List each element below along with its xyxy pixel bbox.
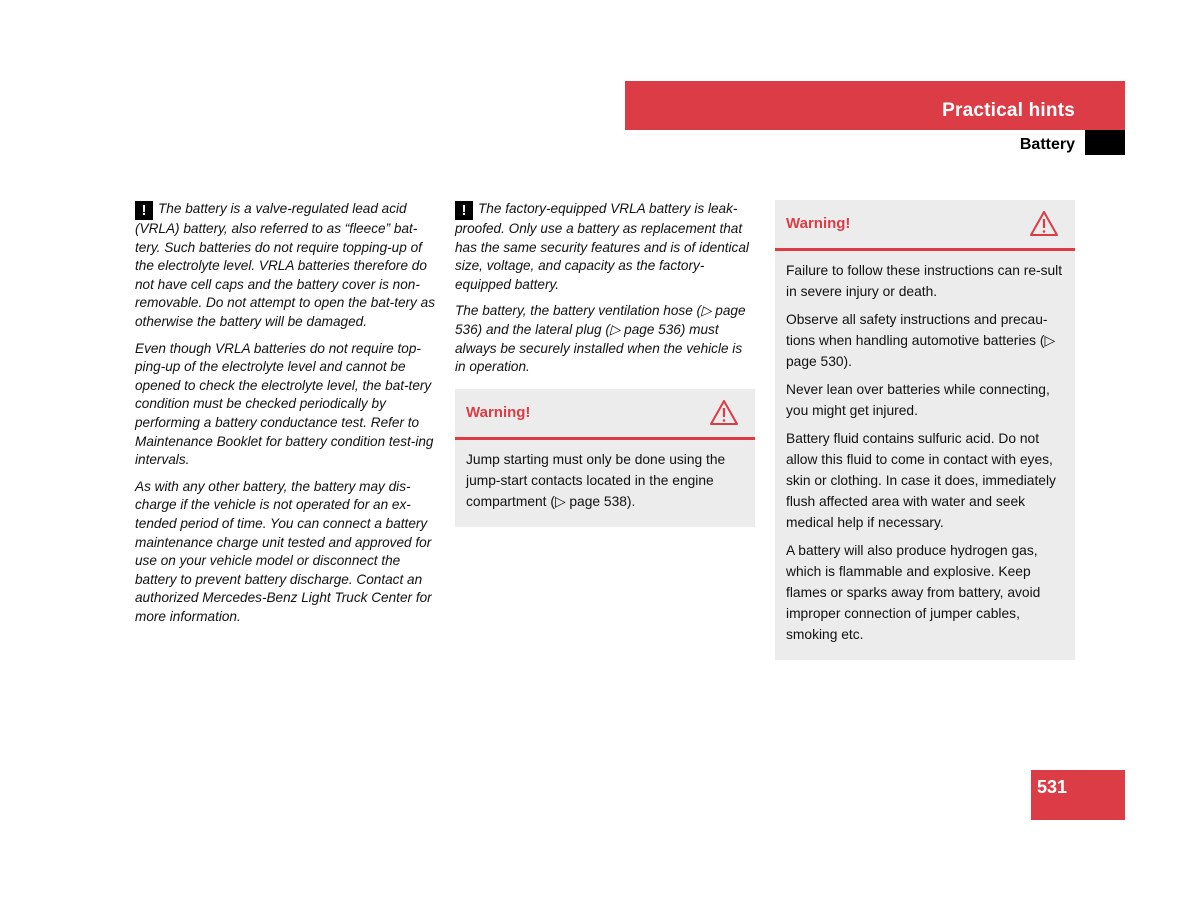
warning-paragraph: Failure to follow these instructions can re-sult in severe injury or death. xyxy=(786,263,1063,299)
warning-triangle-icon xyxy=(709,399,739,426)
column-3 xyxy=(775,200,1075,660)
warning-box xyxy=(455,389,755,527)
warning-paragraph: Never lean over batteries while connecting, you might get injured. xyxy=(786,382,1050,418)
section-marker xyxy=(1085,130,1125,155)
column-2 xyxy=(455,200,755,527)
warning-paragraph: Jump starting must only be done using the jump-start contacts located in the engine compartment (▷ page 538). xyxy=(466,451,726,509)
notice-icon: ! xyxy=(455,201,473,220)
subsection-title: Battery xyxy=(1019,136,1075,153)
paragraph: Even though VRLA batteries do not require top-ping-up of the electrolyte level and cannot be opened to check the electrolyte level, the bat-tery condition must be checked periodically by performing a battery conductance test. Refer to Maintenance Booklet for battery condition test-ing intervals. xyxy=(135,340,434,468)
warning-header xyxy=(775,200,1075,251)
warning-triangle-icon xyxy=(1029,210,1059,237)
page-number: 531 xyxy=(1037,777,1068,797)
warning-body xyxy=(775,251,1075,660)
paragraph xyxy=(135,200,435,332)
page-number-box xyxy=(1031,770,1125,820)
warning-paragraph: A battery will also produce hydrogen gas, which is flammable and explosive. Keep flames or sparks away from battery, avoid improper connection of jumper cables, smoking etc. xyxy=(786,543,1041,642)
warning-box xyxy=(775,200,1075,660)
section-title: Practical hints xyxy=(942,100,1075,121)
warning-body xyxy=(455,440,755,527)
paragraph-text: The factory-equipped VRLA battery is leak-proofed. Only use a battery as replacement that has the same security features and is of identical size, voltage, and capacity as the factory-equipped battery. xyxy=(455,201,749,292)
paragraph: As with any other battery, the battery may dis-charge if the vehicle is not operated for an ex-tended period of time. You can connect a battery maintenance charge unit tested and approved for use on your vehicle model or disconnect the battery to prevent battery discharge. Contact an authorized Mercedes-Benz Light Truck Center for more information. xyxy=(135,478,432,624)
notice-block xyxy=(455,200,755,377)
column-1 xyxy=(135,200,435,634)
notice-icon: ! xyxy=(135,201,153,220)
warning-paragraph: Observe all safety instructions and precau-tions when handling automotive batteries (▷ page 530). xyxy=(786,312,1056,369)
paragraph xyxy=(455,200,755,294)
paragraph: The battery, the battery ventilation hose (▷ page 536) and the lateral plug (▷ page 536) must always be securely installed when the vehicle is in operation. xyxy=(455,303,746,375)
warning-header xyxy=(455,389,755,440)
warning-title: Warning! xyxy=(466,403,531,421)
warning-paragraph: Battery fluid contains sulfuric acid. Do not allow this fluid to come in contact with eyes, skin or clothing. In case it does, immediately flush affected area with water and seek medical help if necessary. xyxy=(786,431,1056,530)
paragraph-text: The battery is a valve-regulated lead acid (VRLA) battery, also referred to as “fleece” bat-tery. Such batteries do not require topping-up of the electrolyte level. VRLA batteries therefore do not have cell caps and the battery cover is non-removable. Do not attempt to open the bat-tery as otherwise the battery will be damaged. xyxy=(135,201,435,329)
warning-title: Warning! xyxy=(786,215,851,232)
